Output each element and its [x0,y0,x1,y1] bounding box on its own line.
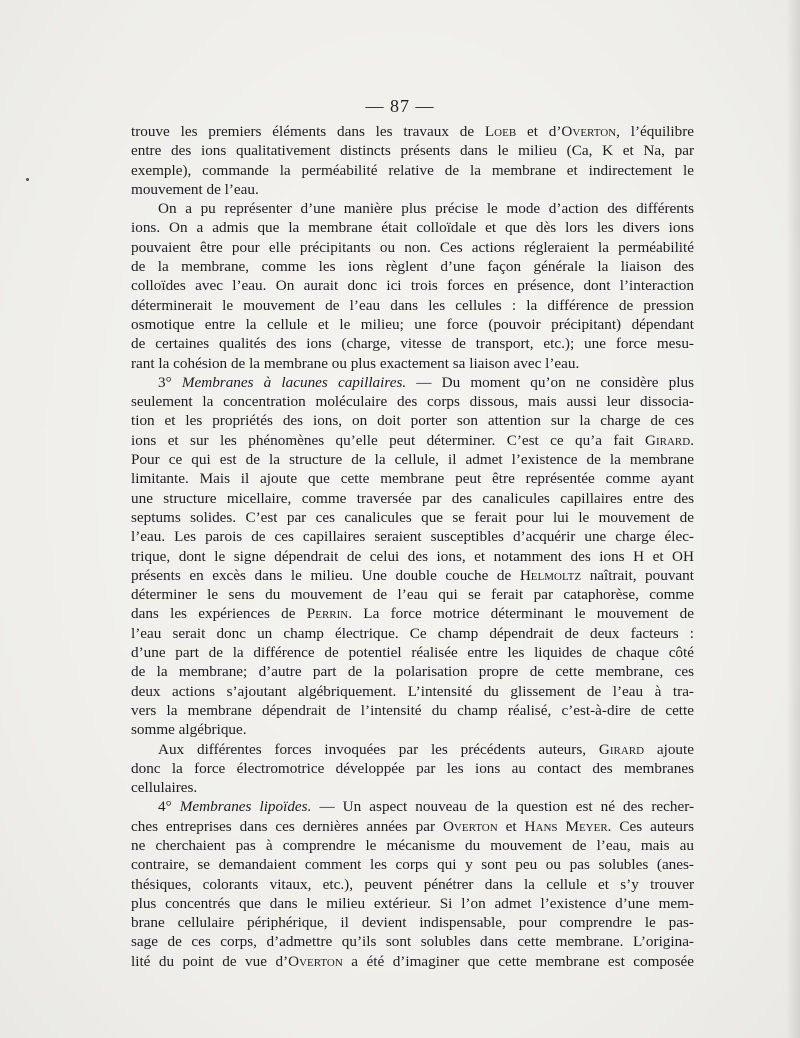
text-line: de la membrane; d’autre part de la polarisation propre de cette membrane, ces [131,663,694,681]
text-line: osmotique entre la cellule et le milieu; une force (pouvoir précipitant) dépendant [131,315,694,333]
text-line: cellulaires. [131,779,198,797]
text-line: mouvement de l’eau. [131,180,259,198]
text-line: exemple), commande la perméabilité relative de la membrane et indirectement le [131,161,694,179]
text-line: thésiques, colorants vitaux, etc.), peuvent pénétrer dans la cellule et s’y trouver [131,875,694,893]
text-line: d’une part de la différence de potentiel réalisée entre les liquides de chaque côté [131,644,694,662]
section-heading: Membranes à lacunes capillaires. [181,373,407,391]
page-edge-shadow [786,0,800,1038]
text-line: présents en excès dans le milieu. Une double couche de Helmoltz naîtrait, pouvant [131,566,694,584]
text-line: pouvaient être pour elle précipitants ou non. Ces actions régleraient la perméabilité [131,238,694,256]
text-line: brane cellulaire périphérique, il devient indispensable, pour comprendre le pas- [131,914,694,932]
text-line: déterminer le sens du mouvement de l’eau qui se ferait par cataphorèse, comme [131,586,694,604]
text-line: colloïdes avec l’eau. On aurait donc ici trois forces en présence, dont l’interaction [131,277,694,295]
text-line: rant la cohésion de la membrane ou plus exactement sa liaison avec l’eau. [131,354,580,372]
text-line: seulement la concentration moléculaire des corps dissous, mais aussi leur dissocia- [131,393,694,411]
text-line: contraire, se demandaient comment les corps qui y sont peu ou pas solubles (anes- [131,856,694,874]
author-name: Overton [288,952,343,970]
text-line: deux actions s’ajoutant algébriquement. L’intensité du glissement de l’eau à tra- [131,682,694,700]
text-line: ne cherchaient pas à comprendre le mécanisme du mouvement de l’eau, mais au [131,836,694,854]
text-line: 3° Membranes à lacunes capillaires. — Du moment qu’on ne considère plus [158,373,694,391]
text-line: ions. On a admis que la membrane était colloïdale et que dès lors les divers ions [131,219,694,237]
text-line: somme algébrique. [131,721,247,739]
page-number: — 87 — [365,96,435,116]
text-line: déterminerait le mouvement de l’eau dans les cellules : la différence de pression [131,296,694,314]
text-line: vers la membrane dépendrait de l’intensité du champ réalisé, c’est-à-dire de cette [131,701,694,719]
text-line: ches entreprises dans ces dernières années par Overton et Hans Meyer. Ces auteurs [131,817,694,835]
text-line: trique, dont le signe dépendrait de celui des ions, et notamment des ions H et OH [131,547,694,565]
text-line: de la membrane, comme les ions règlent d’une façon générale la liaison des [131,258,694,276]
text-line: Aux différentes forces invoquées par les précédents auteurs, Girard ajoute [158,740,694,758]
body-text [131,122,694,971]
text-line: donc la force électromotrice développée par les ions au contact des membranes [131,759,694,777]
author-name: Hans Meyer [524,817,608,835]
text-line: ions et sur les phénomènes qu’elle peut déterminer. C’est ce qu’a fait Girard. [131,431,694,449]
text-line: limitante. Mais il ajoute que cette membrane peut être représentée comme ayant [131,470,694,488]
text-line: Pour ce qui est de la structure de la cellule, il admet l’existence de la membrane [131,451,694,469]
text-line: dans les expériences de Perrin. La force motrice déterminant le mouvement de [131,605,694,623]
text-line: trouve les premiers éléments dans les travaux de Loeb et d’Overton, l’équilibre [131,123,694,140]
text-line: lité du point de vue d’Overton a été d’imaginer que cette membrane est composée [131,952,694,970]
text-line: de certaines qualités des ions (charge, vitesse de transport, etc.); une force mesu- [131,335,694,353]
author-name: Loeb [484,123,517,140]
text-line: septums solides. C’est par ces canalicules que se ferait pour lui le mouvement de [131,508,694,526]
author-name: Girard [598,740,645,758]
text-line: 4° Membranes lipoïdes. — Un aspect nouveau de la question est né des recher- [158,798,695,816]
section-heading: Membranes lipoïdes. [179,798,312,816]
text-line: une structure micellaire, comme traversée par des canalicules capillaires entre des [131,489,694,507]
text-line: entre des ions qualitativement distincts présents dans le milieu (Ca, K et Na, par [131,142,694,160]
text-line: l’eau serait donc un champ électrique. Ce champ dépendrait de deux facteurs : [131,624,694,642]
author-name: Girard [645,431,691,449]
author-name: Overton [442,817,498,835]
author-name: Helmoltz [519,566,582,584]
text-line: tion et les propriétés des ions, on doit porter son attention sur la charge de ces [131,412,694,430]
author-name: Overton [561,123,617,140]
text-line: l’eau. Les parois de ces capillaires seraient susceptibles d’acquérir une charge élec- [131,528,694,546]
text-line: sage de ces corps, d’admettre qu’ils sont solubles dans cette membrane. L’origina- [131,933,694,951]
author-name: Perrin [306,605,349,623]
margin-speck [26,178,29,181]
text-line: On a pu représenter d’une manière plus précise le mode d’action des différents [158,200,694,218]
text-line: plus concentrés que dans le milieu extérieur. Si l’on admet l’existence d’une mem- [131,894,694,912]
